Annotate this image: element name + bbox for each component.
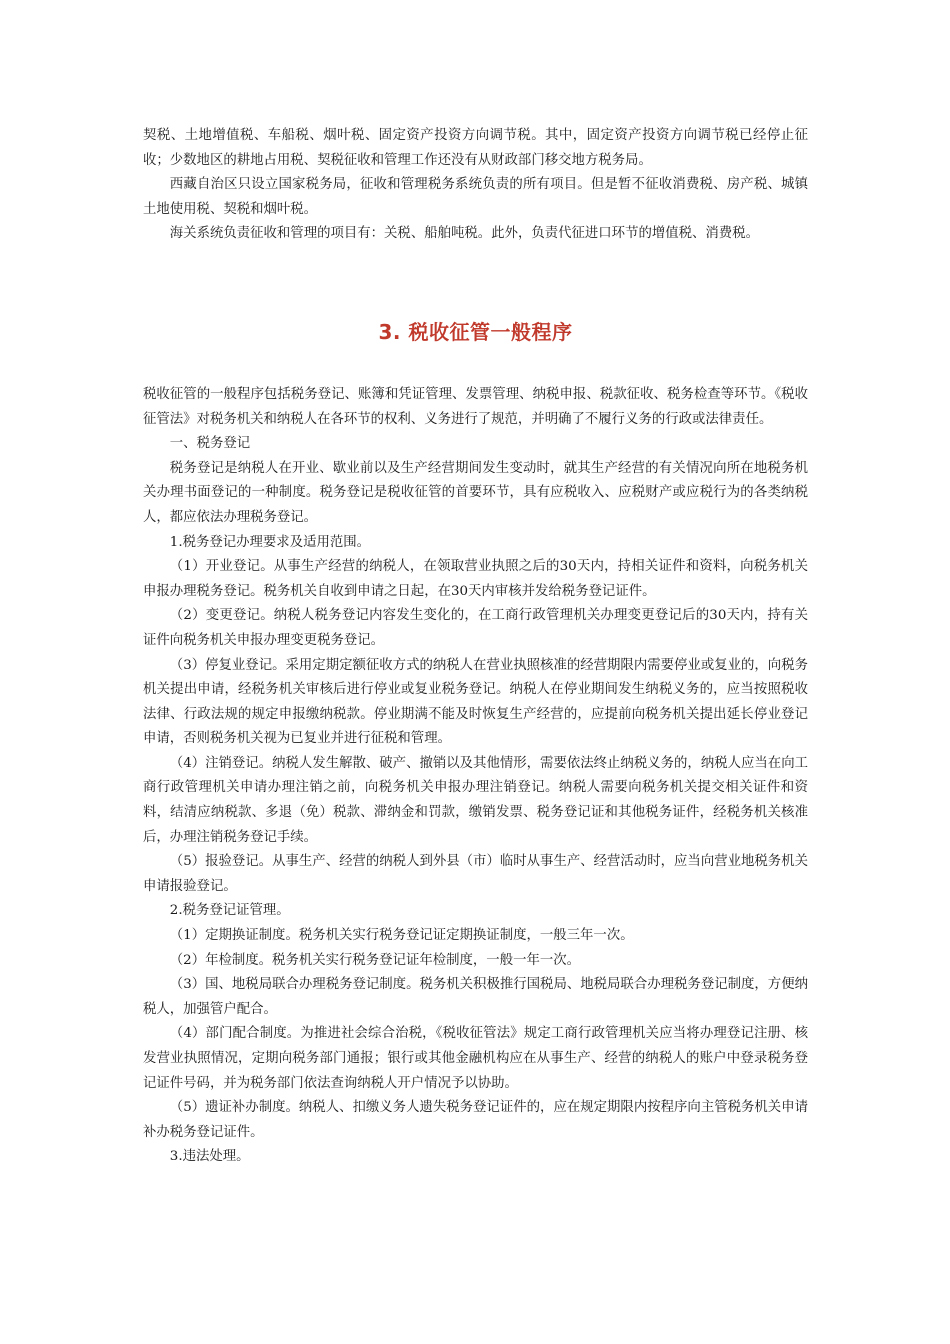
list-item: （1）开业登记。从事生产经营的纳税人，在领取营业执照之后的30天内，持相关证件和资料，向税务机关申报办理税务登记。税务机关自收到申请之日起，在30天内审核并发给税务登记证件。 <box>143 559 808 599</box>
heading-tax-registration: 一、税务登记 <box>169 436 251 452</box>
spacer <box>143 247 808 317</box>
definition-paragraph: 税务登记是纳税人在开业、歇业前以及生产经营期间发生变动时，就其生产经营的有关情况向所在地税务机关办理书面登记的一种制度。税务登记是税收征管的首要环节，具有应税收入、应税财产或应税行为的各类纳税人，都应依法办理税务登记。 <box>143 460 808 525</box>
document-page <box>143 124 808 1170</box>
list-item: （3）国、地税局联合办理税务登记制度。税务机关积极推行国税局、地税局联合办理税务登记制度，方便纳税人，加强管户配合。 <box>143 977 808 1017</box>
section-title: 3. 税收征管一般程序 <box>378 319 573 344</box>
intro-paragraph: 西藏自治区只设立国家税务局，征收和管理税务系统负责的所有项目。但是暂不征收消费税、房产税、城镇土地使用税、契税和烟叶税。 <box>143 177 808 217</box>
list-item: （4）部门配合制度。为推进社会综合治税，《税收征管法》规定工商行政管理机关应当将办理登记注册、核发营业执照情况，定期向税务部门通报；银行或其他金融机构应在从事生产、经营的纳税人的账户中登录税务登记证件号码，并为税务部门依法查询纳税人开户情况予以协助。 <box>143 1026 808 1091</box>
spacer <box>143 347 808 383</box>
subheading-requirements: 1.税务登记办理要求及适用范围。 <box>169 534 371 550</box>
subheading-violation-handling: 3.违法处理。 <box>169 1149 250 1165</box>
list-item: （5）报验登记。从事生产、经营的纳税人到外县（市）临时从事生产、经营活动时，应当向营业地税务机关申请报验登记。 <box>143 854 808 894</box>
list-item: （2）变更登记。纳税人税务登记内容发生变化的，在工商行政管理机关办理变更登记后的30天内，持有关证件向税务机关申报办理变更税务登记。 <box>143 608 808 648</box>
intro-paragraph: 海关系统负责征收和管理的项目有：关税、船舶吨税。此外，负责代征进口环节的增值税、消费税。 <box>169 226 759 242</box>
list-item: （1）定期换证制度。税务机关实行税务登记证定期换证制度，一般三年一次。 <box>169 928 634 944</box>
subheading-certificate-management: 2.税务登记证管理。 <box>169 903 290 919</box>
list-item: （4）注销登记。纳税人发生解散、破产、撤销以及其他情形，需要依法终止纳税义务的，纳税人应当在向工商行政管理机关申请办理注销之前，向税务机关申报办理注销登记。纳税人需要向税务机关提交相关证件和资料，结清应纳税款、多退（免）税款、滞纳金和罚款，缴销发票、税务登记证和其他税务证件，经税务机关核准后，办理注销税务登记手续。 <box>143 755 808 845</box>
list-item: （5）遗证补办制度。纳税人、扣缴义务人遗失税务登记证件的，应在规定期限内按程序向主管税务机关申请补办税务登记证件。 <box>143 1100 808 1140</box>
intro-paragraph: 契税、土地增值税、车船税、烟叶税、固定资产投资方向调节税。其中，固定资产投资方向调节税已经停止征收；少数地区的耕地占用税、契税征收和管理工作还没有从财政部门移交地方税务局。 <box>143 128 808 168</box>
section-opening-paragraph: 税收征管的一般程序包括税务登记、账簿和凭证管理、发票管理、纳税申报、税款征收、税务检查等环节。《税收征管法》对税务机关和纳税人在各环节的权利、义务进行了规范，并明确了不履行义务的行政或法律责任。 <box>143 386 808 427</box>
list-item: （3）停复业登记。采用定期定额征收方式的纳税人在营业执照核准的经营期限内需要停业或复业的，向税务机关提出申请，经税务机关审核后进行停业或复业税务登记。纳税人在停业期间发生纳税义务的，应当按照税收法律、行政法规的规定申报缴纳税款。停业期满不能及时恢复生产经营的，应提前向税务机关提出延长停业登记申请，否则税务机关视为已复业并进行征税和管理。 <box>143 657 808 747</box>
list-item: （2）年检制度。税务机关实行税务登记证年检制度，一般一年一次。 <box>169 952 581 968</box>
